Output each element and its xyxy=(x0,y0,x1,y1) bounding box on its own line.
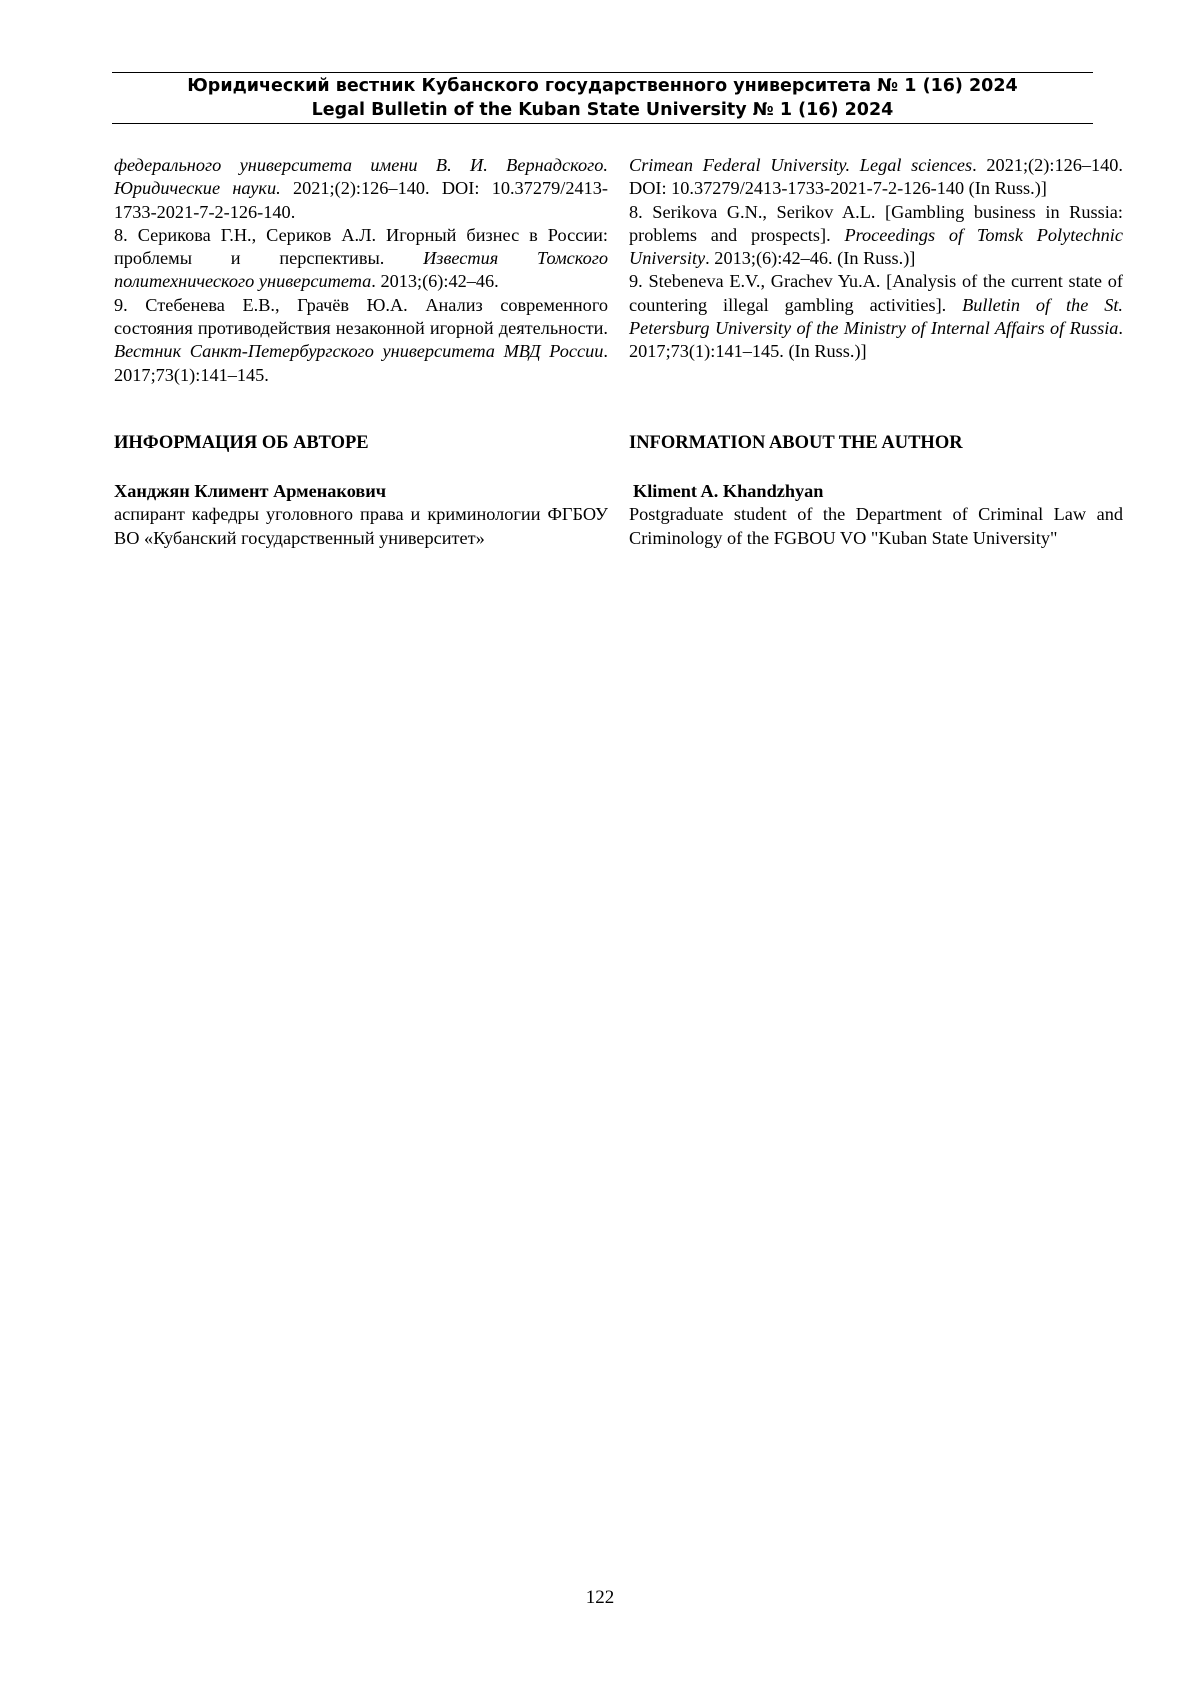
reference-source: Bulletin of the St. Petersburg University of the Ministry of Internal Affairs of Russia xyxy=(629,294,1123,339)
author-info-heading-ru: ИНФОРМАЦИЯ ОБ АВТОРЕ xyxy=(114,433,369,453)
reference-post: 2021;(2):126–140. DOI: 10.37279/2413-1733-2021-7-2-126-140. xyxy=(114,178,608,222)
reference-pre: 8. Серикова Г.Н., Сериков А.Л. Игорный бизнес в России: проблемы и перспективы. xyxy=(114,224,608,269)
journal-title-ru: Юридический вестник Кубанского государственного университета № 1 (16) 2024 xyxy=(187,76,1018,96)
journal-header xyxy=(112,74,1093,122)
reference-pre: 9. Stebeneva E.V., Grachev Yu.A. [Analysis of the current state of countering illegal gambling activities]. xyxy=(629,271,1123,315)
reference-source: Crimean Federal University. Legal sciences xyxy=(629,155,973,175)
reference-source: Proceedings of Tomsk Polytechnic University xyxy=(629,224,1123,269)
reference-item xyxy=(629,154,1123,201)
reference-pre: 8. Serikova G.N., Serikov A.L. [Gambling business in Russia: problems and prospects]. xyxy=(629,201,1123,245)
reference-item xyxy=(629,270,1123,363)
author-info-en xyxy=(629,480,1123,550)
journal-title-en: Legal Bulletin of the Kuban State University № 1 (16) 2024 xyxy=(311,100,894,120)
reference-post: . 2017;73(1):141–145. xyxy=(114,341,608,385)
header-bottom-rule xyxy=(112,123,1093,124)
reference-source: Известия Томского политехнического университета xyxy=(114,248,608,292)
author-info-ru xyxy=(114,480,608,550)
references-ru-column xyxy=(114,154,608,387)
reference-post: . 2013;(6):42–46. xyxy=(371,271,499,292)
author-name: Kliment A. Khandzhyan xyxy=(633,481,824,501)
references-en-column xyxy=(629,154,1123,364)
author-affiliation: аспирант кафедры уголовного права и криминологии ФГБОУ ВО «Кубанский государственный университет» xyxy=(114,504,608,548)
reference-source: федерального университета имени В. И. Вернадского. Юридические науки. xyxy=(114,155,608,199)
reference-item xyxy=(114,154,608,224)
author-info-heading-en: INFORMATION ABOUT THE AUTHOR xyxy=(629,433,963,453)
reference-item xyxy=(629,201,1123,271)
reference-pre: 9. Стебенева Е.В., Грачёв Ю.А. Анализ современного состояния противодействия незаконной игорной деятельности. xyxy=(114,294,608,339)
reference-post: . 2021;(2):126–140. DOI: 10.37279/2413-1733-2021-7-2-126-140 (In Russ.)] xyxy=(629,155,1123,199)
author-name: Ханджян Климент Арменакович xyxy=(114,481,387,501)
reference-item xyxy=(114,224,608,294)
author-affiliation: Postgraduate student of the Department of Criminal Law and Criminology of the FGBOU VO "Kuban State University" xyxy=(629,504,1123,548)
reference-item xyxy=(114,294,608,387)
header-top-rule xyxy=(112,72,1093,73)
reference-source: Вестник Санкт-Петербургского университета МВД России xyxy=(114,341,604,362)
reference-post: . 2017;73(1):141–145. (In Russ.)] xyxy=(629,318,1123,362)
reference-post: . 2013;(6):42–46. (In Russ.)] xyxy=(705,248,916,269)
page-number: 122 xyxy=(585,1587,615,1608)
